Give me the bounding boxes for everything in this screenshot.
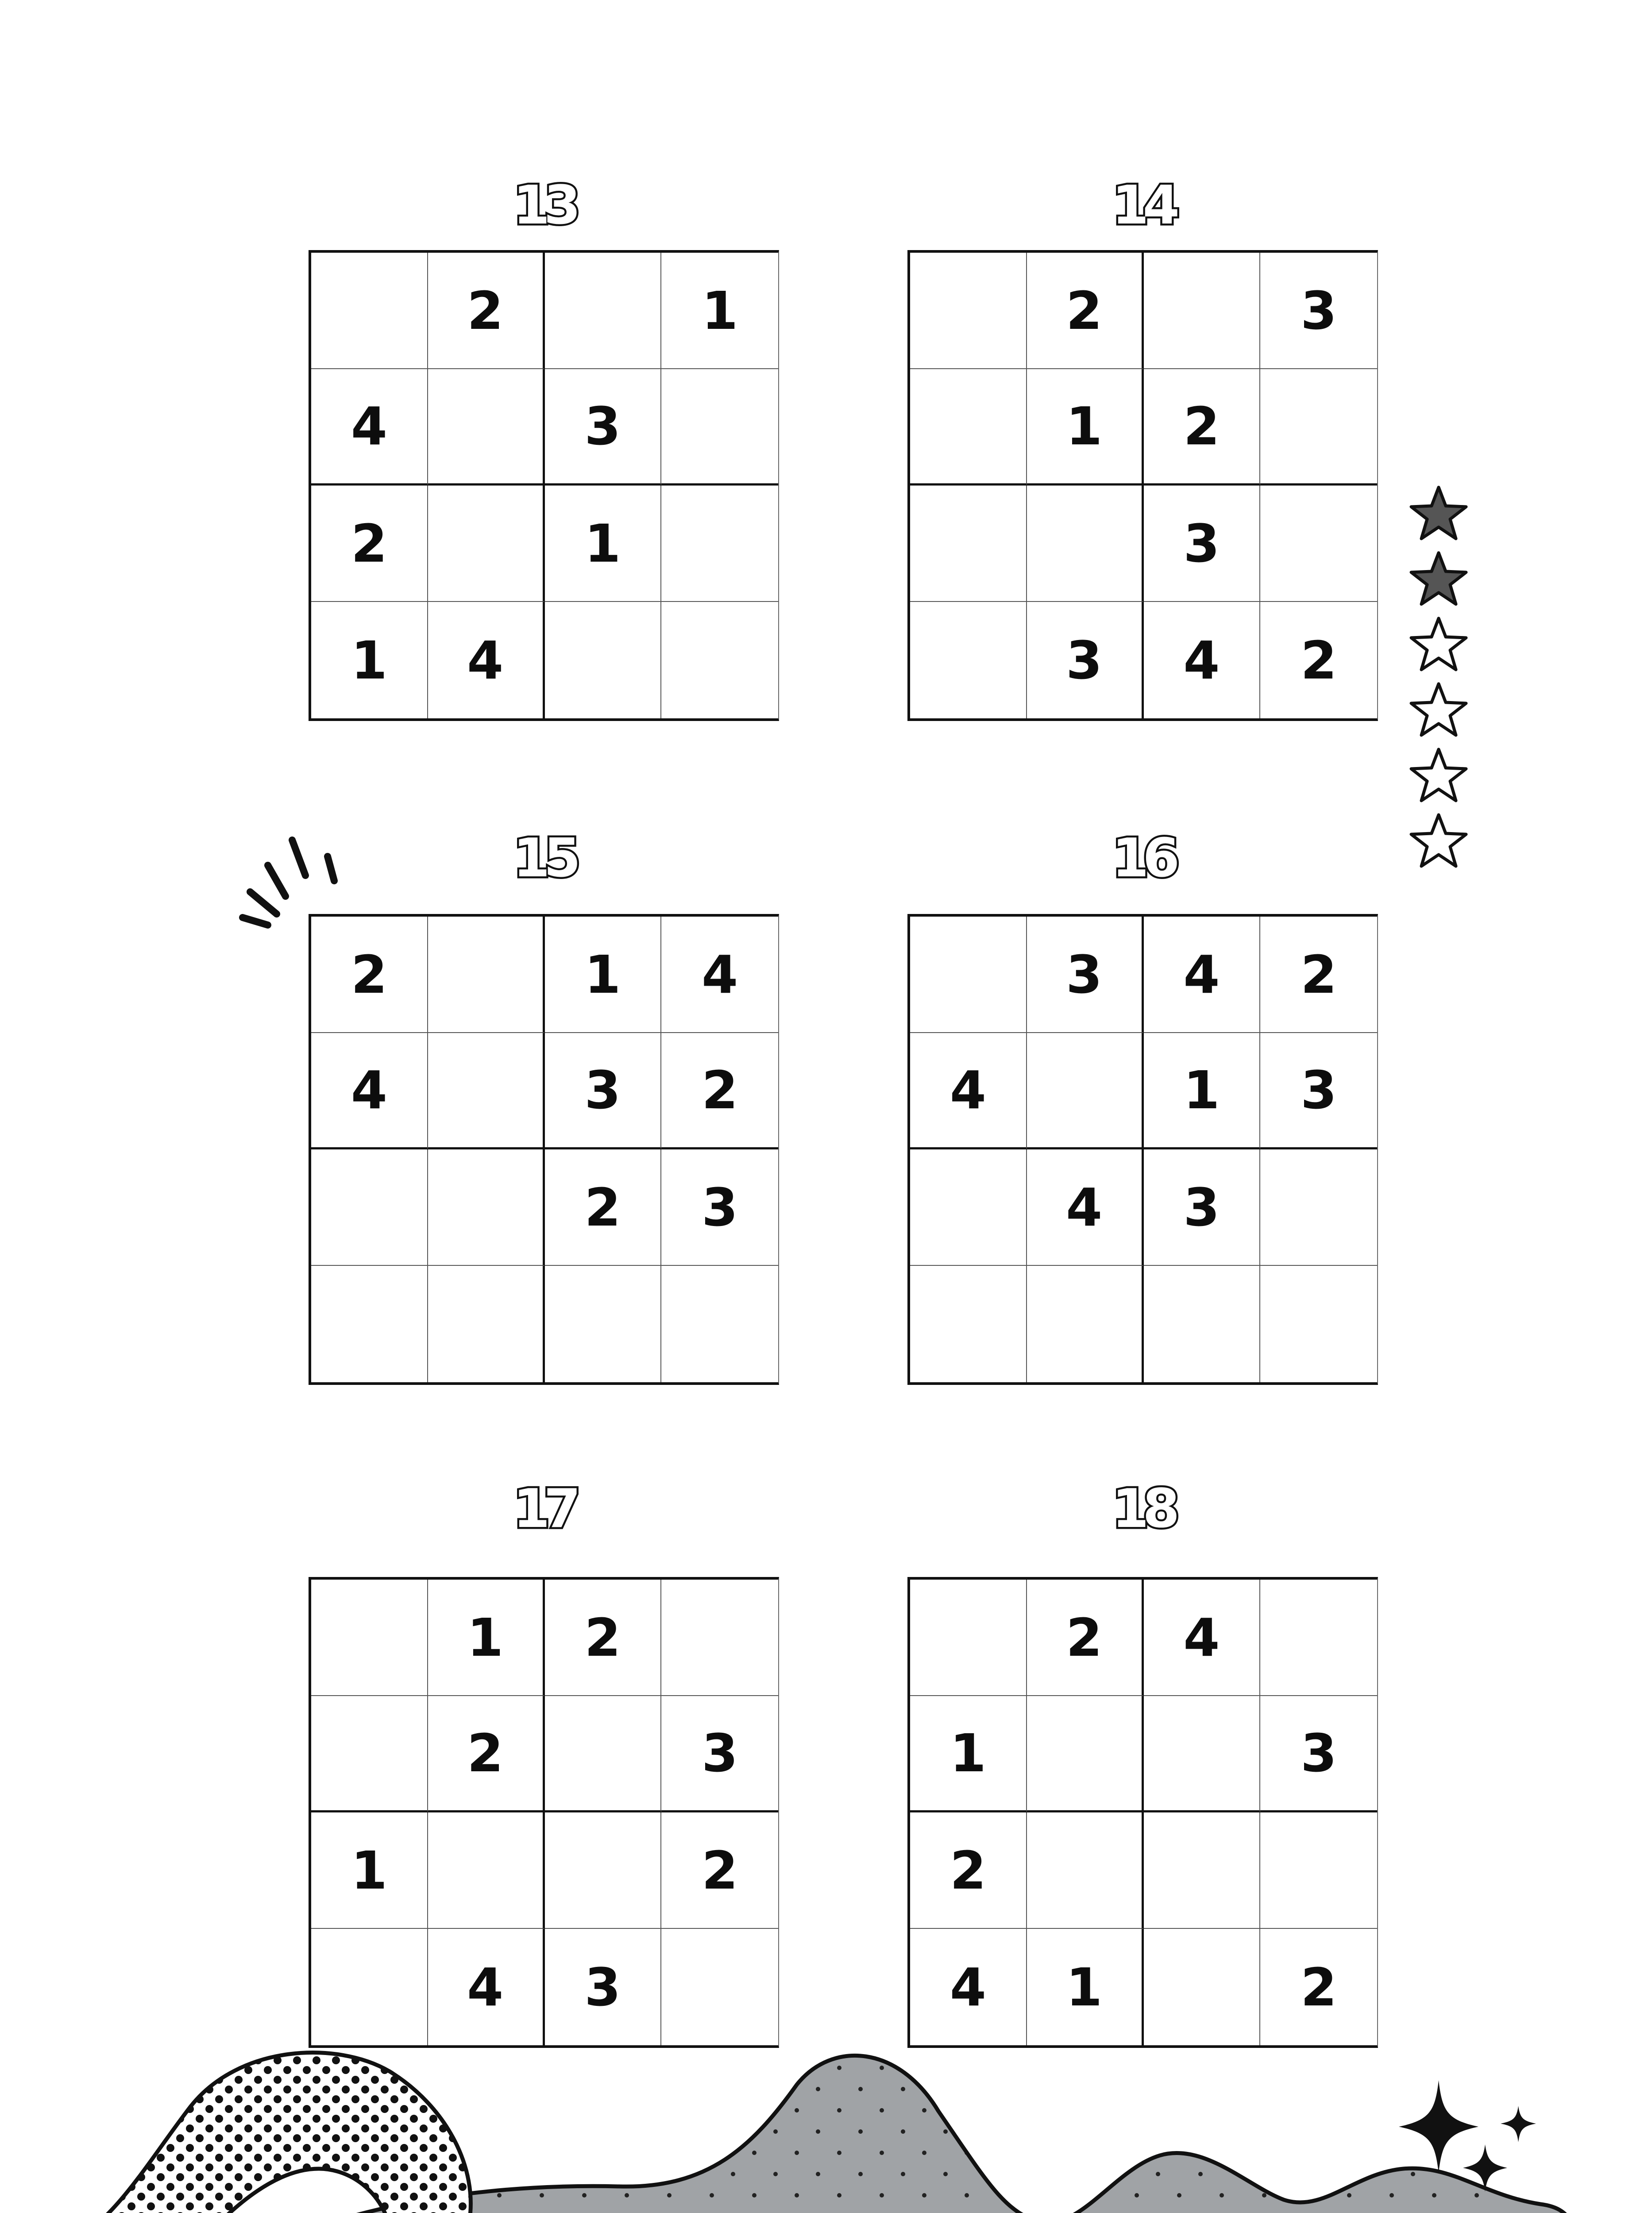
sudoku-grid: [309, 250, 779, 721]
given-cell: 1: [311, 602, 428, 718]
empty-cell[interactable]: [1260, 486, 1377, 602]
given-cell: 4: [428, 1929, 545, 2045]
given-cell: 1: [1027, 1929, 1144, 2045]
given-cell: 3: [545, 1929, 662, 2045]
star-icon: [1408, 615, 1470, 674]
empty-cell[interactable]: [1144, 1812, 1261, 1929]
given-cell: 3: [661, 1696, 778, 1812]
sudoku-grid: [907, 914, 1378, 1385]
empty-cell[interactable]: [311, 1266, 428, 1382]
empty-cell[interactable]: [1260, 1149, 1377, 1266]
given-cell: 2: [1027, 1580, 1144, 1696]
star-icon: [1408, 680, 1470, 740]
empty-cell[interactable]: [1260, 1812, 1377, 1929]
sparkle-icon: [1394, 2071, 1554, 2213]
given-cell: 4: [910, 1929, 1027, 2045]
emphasis-lines-icon: [235, 832, 341, 938]
empty-cell[interactable]: [661, 1266, 778, 1382]
given-cell: 3: [545, 369, 662, 486]
given-cell: 2: [661, 1033, 778, 1149]
given-cell: 2: [1260, 917, 1377, 1033]
empty-cell[interactable]: [1144, 1696, 1261, 1812]
empty-cell[interactable]: [1260, 1580, 1377, 1696]
given-cell: 4: [311, 1033, 428, 1149]
empty-cell[interactable]: [545, 1812, 662, 1929]
given-cell: 2: [1301, 1956, 1337, 2018]
given-cell: 2: [1027, 253, 1144, 369]
given-cell: 3: [1260, 1033, 1377, 1149]
given-cell: 3: [1027, 917, 1144, 1033]
puzzle-number: 18: [1112, 1478, 1173, 1540]
given-cell: 1: [1144, 1033, 1261, 1149]
empty-cell[interactable]: [311, 253, 428, 369]
star-icon: [1408, 811, 1470, 871]
given-cell: 2: [1301, 629, 1337, 691]
empty-cell[interactable]: [545, 1266, 662, 1382]
empty-cell[interactable]: [661, 1929, 778, 2045]
empty-cell[interactable]: [1027, 1266, 1144, 1382]
given-cell: 2: [428, 253, 545, 369]
empty-cell[interactable]: [910, 917, 1027, 1033]
empty-cell[interactable]: [661, 1580, 778, 1696]
empty-cell[interactable]: [428, 486, 545, 602]
sudoku-grid: [309, 1577, 779, 2048]
empty-cell[interactable]: [1144, 1929, 1261, 2045]
given-cell: 2: [311, 486, 428, 602]
empty-cell[interactable]: [428, 1812, 545, 1929]
given-cell: 3: [1144, 1149, 1261, 1266]
empty-cell[interactable]: [1144, 253, 1261, 369]
given-cell: 2: [545, 1580, 662, 1696]
given-cell: 1: [1027, 369, 1144, 486]
empty-cell[interactable]: [910, 1149, 1027, 1266]
empty-cell[interactable]: [910, 253, 1027, 369]
given-cell: 3: [1027, 602, 1144, 718]
empty-cell[interactable]: [1027, 486, 1144, 602]
given-cell: 1: [910, 1696, 1027, 1812]
puzzle-number: 13: [513, 175, 575, 236]
empty-cell[interactable]: [428, 917, 545, 1033]
empty-cell[interactable]: [428, 1266, 545, 1382]
empty-cell[interactable]: [311, 1149, 428, 1266]
given-cell: 4: [311, 369, 428, 486]
given-cell: 1: [428, 1580, 545, 1696]
given-cell: 2: [311, 917, 428, 1033]
empty-cell[interactable]: [428, 369, 545, 486]
given-cell: 4: [1027, 1149, 1144, 1266]
given-cell: 1: [661, 253, 778, 369]
sudoku-grid: [907, 250, 1378, 721]
star-icon: [1408, 549, 1470, 609]
given-cell: 3: [545, 1033, 662, 1149]
given-cell: 1: [545, 486, 662, 602]
given-cell: 4: [1144, 1580, 1261, 1696]
given-cell: 4: [661, 917, 778, 1033]
given-cell: 2: [1144, 369, 1261, 486]
sudoku-grid: [309, 914, 779, 1385]
empty-cell[interactable]: [545, 253, 662, 369]
empty-cell[interactable]: [910, 602, 1027, 718]
empty-cell[interactable]: [661, 486, 778, 602]
given-cell: 3: [661, 1149, 778, 1266]
given-cell: 2: [910, 1812, 1027, 1929]
given-cell: 1: [545, 917, 662, 1033]
given-cell: 4: [1144, 917, 1261, 1033]
given-cell: 4: [428, 602, 545, 718]
empty-cell[interactable]: [311, 1696, 428, 1812]
empty-cell[interactable]: [661, 369, 778, 486]
empty-cell[interactable]: [910, 1580, 1027, 1696]
given-cell: 4: [1144, 602, 1261, 718]
puzzle-number: 15: [513, 828, 575, 889]
puzzle-number: 16: [1112, 828, 1173, 889]
dotted-wave: [62, 2053, 471, 2213]
empty-cell[interactable]: [1260, 1266, 1377, 1382]
empty-cell[interactable]: [545, 1696, 662, 1812]
sudoku-grid: [907, 1577, 1378, 2048]
empty-cell[interactable]: [545, 602, 662, 718]
empty-cell[interactable]: [910, 1266, 1027, 1382]
empty-cell[interactable]: [1144, 1266, 1261, 1382]
empty-cell[interactable]: [428, 1149, 545, 1266]
empty-cell[interactable]: [311, 1580, 428, 1696]
given-cell: 4: [910, 1033, 1027, 1149]
given-cell: 1: [311, 1812, 428, 1929]
empty-cell[interactable]: [1027, 1033, 1144, 1149]
puzzle-number: 14: [1112, 175, 1173, 236]
empty-cell[interactable]: [428, 1033, 545, 1149]
empty-cell[interactable]: [1260, 369, 1377, 486]
empty-cell[interactable]: [910, 486, 1027, 602]
given-cell: 3: [1144, 486, 1261, 602]
empty-cell[interactable]: [910, 369, 1027, 486]
puzzle-number: 17: [513, 1478, 575, 1540]
empty-cell[interactable]: [311, 1929, 428, 2045]
given-cell: 2: [661, 1812, 778, 1929]
given-cell: 2: [545, 1149, 662, 1266]
given-cell: 3: [1260, 253, 1377, 369]
star-icon: [1408, 746, 1470, 805]
given-cell: 3: [1260, 1696, 1377, 1812]
empty-cell[interactable]: [661, 602, 778, 718]
star-icon: [1408, 484, 1470, 543]
given-cell: 2: [428, 1696, 545, 1812]
empty-cell[interactable]: [1027, 1812, 1144, 1929]
empty-cell[interactable]: [1027, 1696, 1144, 1812]
